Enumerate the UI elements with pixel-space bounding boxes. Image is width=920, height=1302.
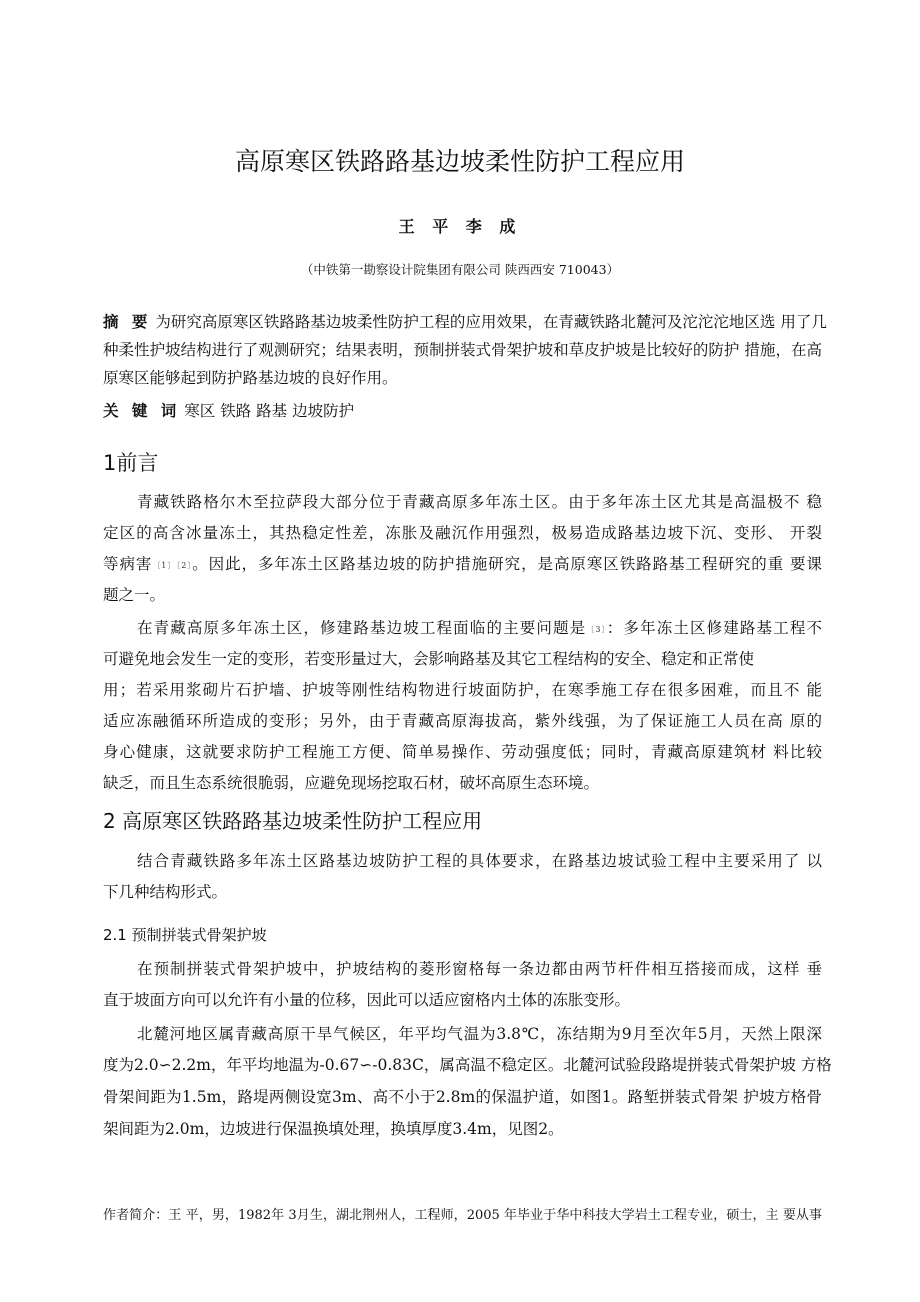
abstract-line [103,312,827,332]
paragraph-line [103,554,822,576]
paragraph-line: 在预制拼装式骨架护坡中，护坡结构的菱形窗格每一条边都由两节杆件相互搭接而成，这样 垂 [137,960,822,978]
paragraph-line: 青藏铁路格尔木至拉萨段大部分位于青藏高原多年冻土区。由于多年冻土区尤其是高温极不 稳 [137,493,822,511]
paragraph-line: 用；若采用浆砌片石护墙、护坡等刚性结构物进行坡面防护，在寒季施工存在很多困难，而且不 能 [103,681,822,699]
abstract-label: 摘 要 [103,313,152,331]
text: 等病害 [103,555,153,573]
abstract-text: 为研究高原寒区铁路路基边坡柔性防护工程的应用效果，在青藏铁路北麓河及沱沱沱地区选 用了几 [155,313,827,331]
citation: 〔3〕 [586,625,607,634]
keywords-text: 寒区 铁路 路基 边坡防护 [184,402,355,420]
paragraph-line: 定区的高含冰量冻土，其热稳定性差，冻胀及融沉作用强烈，极易造成路基边坡下沉、变形、 开裂 [103,524,822,542]
paragraph-line: 骨架间距为1.5m，路堤两侧设宽3m、高不小于2.8m的保温护道，如图1。路堑拼装式骨架 护坡方格骨 [103,1088,822,1106]
section-heading-1: 1前言 [103,451,159,475]
paragraph-line: 北麓河地区属青藏高原干旱气候区，年平均气温为3.8℃，冻结期为9月至次年5月，天然上限深 [137,1025,822,1043]
section-heading-2: 2 高原寒区铁路路基边坡柔性防护工程应用 [103,809,483,833]
affiliation: （中铁第一勘察设计院集团有限公司 陕西西安 710043） [300,262,620,277]
keywords-label: 关 键 词 [103,402,181,420]
paragraph-line: 身心健康，这就要求防护工程施工方便、简单易操作、劳动强度低；同时，青藏高原建筑材 料比较 [103,743,822,761]
subsection-heading-2-1: 2.1 预制拼装式骨架护坡 [103,926,267,944]
paragraph-line: 结合青藏铁路多年冻土区路基边坡防护工程的具体要求，在路基边坡试验工程中主要采用了 以 [137,852,822,870]
keywords-line [103,401,822,421]
paragraph-line: 题之一。 [103,586,166,604]
text: 。因此，多年冻土区路基边坡的防护措施研究，是高原寒区铁路路基工程研究的重 要课 [192,555,822,573]
paragraph-line: 适应冻融循环所造成的变形；另外，由于青藏高原海拔高，紫外线强，为了保证施工人员在高 原的 [103,712,822,730]
paragraph-line: 缺乏，而且生态系统很脆弱，应避免现场挖取石材，破坏高原生态环境。 [103,774,600,792]
paragraph-line: 架间距为2.0m，边坡进行保温换填处理，换填厚度3.4m，见图2。 [103,1120,564,1138]
paragraph-line: 下几种结构形式。 [103,883,228,901]
abstract-line: 种柔性护坡结构进行了观测研究；结果表明，预制拼装式骨架护坡和草皮护坡是比较好的防护 措施，在高 [103,341,822,359]
citation: 〔1〕〔2〕 [152,561,193,570]
text: ：多年冻土区修建路基工程不 [606,619,822,637]
abstract-line: 原寒区能够起到防护路基边坡的良好作用。 [103,369,398,387]
paragraph-line: 可避免地会发生一定的变形，若变形量过大，会影响路基及其它工程结构的安全、稳定和正常使 [103,650,755,668]
paragraph-line: 直于坡面方向可以允许有小量的位移，因此可以适应窗格内土体的冻胀变形。 [103,991,631,1009]
paper-title: 高原寒区铁路路基边坡柔性防护工程应用 [234,147,685,176]
paragraph-line: 度为2.0∽2.2m，年平均地温为-0.67∽-0.83C，属高温不稳定区。北麓河试验段路堤拼装式骨架护坡 方格 [103,1056,832,1074]
authors: 王 平 李 成 [398,217,522,236]
author-footnote: 作者简介：王 平，男，1982年 3月生，湖北荆州人，工程师，2005 年毕业于华中科技大学岩土工程专业，硕士，主 要从事 [103,1208,822,1223]
text: 在青藏高原多年冻土区，修建路基边坡工程面临的主要问题是 [137,619,587,637]
paragraph-line [137,618,822,640]
